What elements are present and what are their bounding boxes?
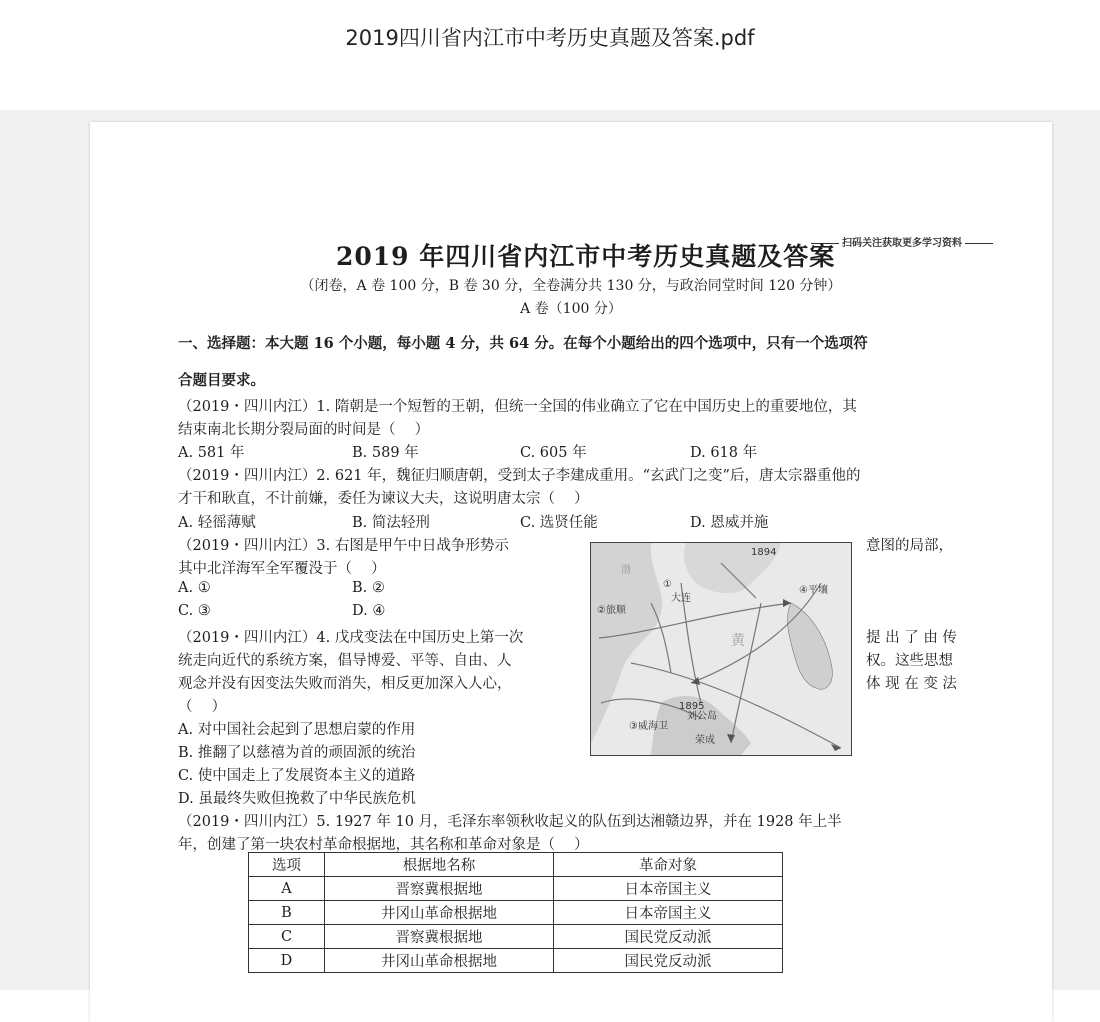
q3-stem-line-1: （2019・四川内江）3. 右图是甲午中日战争形势示 [178,538,509,554]
pdf-page [90,122,1052,1022]
svg-text:1895: 1895 [679,701,705,712]
table-cell: 晋察冀根据地 [325,925,554,949]
table-cell: 晋察冀根据地 [325,877,554,901]
q1-option-c: C. 605 年 [520,445,587,461]
qr-tagline: 扫码关注获取更多学习资料 [808,234,996,249]
svg-text:渤: 渤 [621,565,631,576]
q1-stem-line-2: 结束南北长期分裂局面的时间是（ ） [178,422,430,438]
q1-stem-line-1: （2019・四川内江）1. 隋朝是一个短暂的王朝，但统一全国的伟业确立了它在中国历史上的重要地位，其 [178,399,857,415]
table-cell: A [249,877,325,901]
map-graphic [591,543,851,755]
section-a-heading: A 卷（100 分） [520,301,622,317]
instructions-line-2: 合题目要求。 [178,372,265,389]
table-cell: D [249,949,325,973]
war-situation-map [590,542,852,756]
q4-option-a: A. 对中国社会起到了思想启蒙的作用 [178,722,416,738]
q4-stem-line-4: （ ） [178,699,227,715]
table-cell: 日本帝国主义 [554,901,783,925]
svg-text:④平壤: ④平壤 [799,585,828,596]
q4-stem-right-3: 体 现 在 变 法 [866,676,957,692]
viewer-header [0,0,1100,110]
table-cell: 井冈山革命根据地 [325,901,554,925]
table-row [249,925,783,949]
q2-option-d: D. 恩威并施 [690,515,769,531]
q2-option-b: B. 简法轻刑 [352,515,430,531]
q4-option-d: D. 虽最终失败但挽救了中华民族危机 [178,791,416,807]
svg-text:荣成: 荣成 [695,735,715,746]
svg-text:刘公岛: 刘公岛 [687,711,717,722]
q3-stem-line-2: 其中北洋海军全军覆没于（ ） [178,561,386,577]
table-row [249,877,783,901]
q4-stem-line-2: 统走向近代的系统方案，倡导博爱、平等、自由、人 [178,653,512,669]
svg-text:大连: 大连 [671,593,691,604]
q5-stem-line-1: （2019・四川内江）5. 1927 年 10 月，毛泽东率领秋收起义的队伍到达湘赣边界，并在 1928 年上半 [178,814,842,830]
exam-title: 2019 年四川省内江市中考历史真题及答案 [336,242,836,271]
document-filename: 2019四川省内江市中考历史真题及答案.pdf [345,26,755,50]
q4-stem-line-3: 观念并没有因变法失败而消失，相反更加深入人心， [178,676,512,692]
q1-option-b: B. 589 年 [352,445,419,461]
table-cell: 国民党反动派 [554,925,783,949]
q4-stem-right-2: 权。这些思想 [866,653,953,669]
table-header-cell: 根据地名称 [325,853,554,877]
q3-option-c: C. ③ [178,603,211,619]
table-cell: B [249,901,325,925]
svg-text:1894: 1894 [751,547,777,558]
table-row [249,901,783,925]
table-cell: C [249,925,325,949]
svg-text:②旅顺: ②旅顺 [597,605,626,616]
q3-option-d: D. ④ [352,603,386,619]
q3-stem-right: 意图的局部， [866,538,953,554]
q1-option-d: D. 618 年 [690,445,758,461]
table-header-cell: 选项 [249,853,325,877]
table-header-row [249,853,783,877]
exam-info: （闭卷，A 卷 100 分，B 卷 30 分，全卷满分共 130 分，与政治同堂时间 120 分钟） [300,278,842,294]
q2-stem-line-1: （2019・四川内江）2. 621 年，魏征归顺唐朝，受到太子李建成重用。“玄武门之变”后，唐太宗器重他的 [178,468,861,484]
document-viewport[interactable] [0,110,1100,990]
q4-stem-line-1: （2019・四川内江）4. 戊戌变法在中国历史上第一次 [178,630,524,646]
table-cell: 井冈山革命根据地 [325,949,554,973]
q3-option-a: A. ① [178,580,211,596]
table-cell: 日本帝国主义 [554,877,783,901]
svg-text:黄: 黄 [731,633,745,649]
q2-option-a: A. 轻徭薄赋 [178,515,256,531]
table-row [249,949,783,973]
q4-stem-right-1: 提 出 了 由 传 [866,630,957,646]
svg-text:③威海卫: ③威海卫 [629,721,668,732]
q1-option-a: A. 581 年 [178,445,245,461]
q4-option-c: C. 使中国走上了发展资本主义的道路 [178,768,416,784]
table-cell: 国民党反动派 [554,949,783,973]
instructions-line-1: 一、选择题：本大题 16 个小题，每小题 4 分，共 64 分。在每个小题给出的四个选项中，只有一个选项符 [178,335,868,352]
q2-stem-line-2: 才干和耿直，不计前嫌，委任为谏议大夫，这说明唐太宗（ ） [178,491,589,507]
q2-option-c: C. 选贤任能 [520,515,598,531]
q3-option-b: B. ② [352,580,385,596]
q5-options-table [248,852,783,973]
q4-option-b: B. 推翻了以慈禧为首的顽固派的统治 [178,745,416,761]
svg-text:①: ① [663,579,672,590]
q5-stem-line-2: 年，创建了第一块农村革命根据地，其名称和革命对象是（ ） [178,837,589,853]
table-header-cell: 革命对象 [554,853,783,877]
